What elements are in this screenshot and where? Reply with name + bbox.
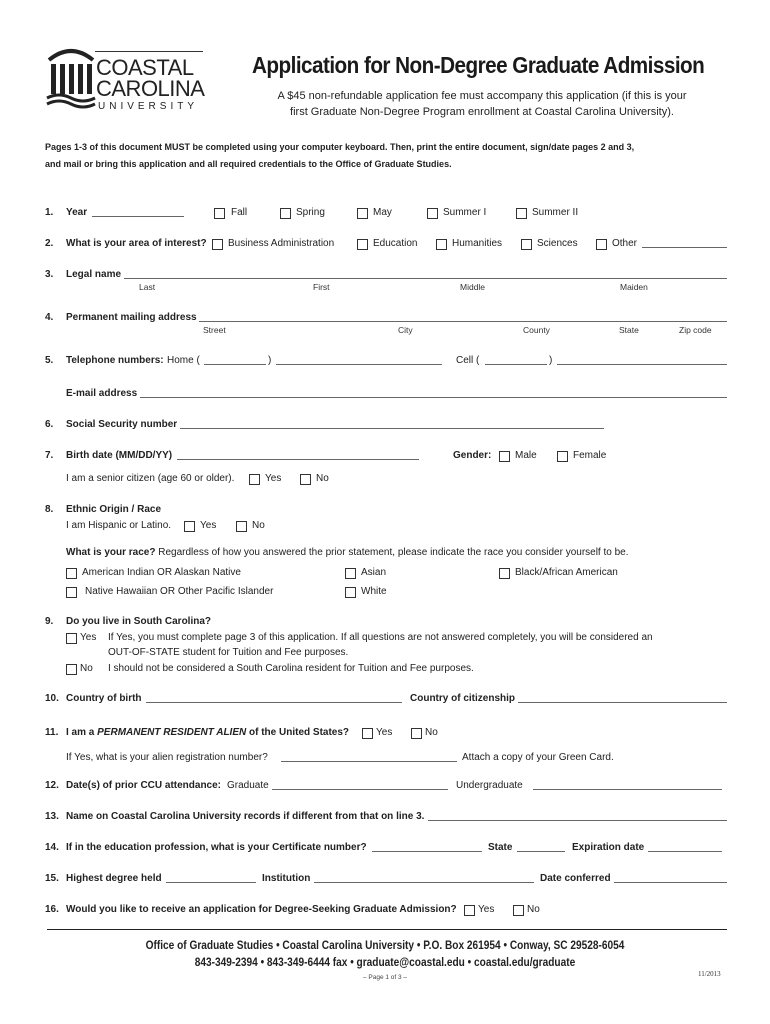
alien-label: If Yes, what is your alien registration number? <box>66 752 268 763</box>
revision-date: 11/2013 <box>698 970 721 978</box>
degree-seeking-no-label: No <box>527 904 540 915</box>
sciences-label: Sciences <box>537 238 578 249</box>
logo-line1: COASTAL <box>96 55 194 80</box>
legal-name-field[interactable] <box>124 278 727 279</box>
cell-area-field[interactable] <box>485 364 547 365</box>
ssn-field[interactable] <box>180 428 604 429</box>
spring-label: Spring <box>296 207 325 218</box>
resident-no-checkbox[interactable] <box>411 728 422 739</box>
other-field[interactable] <box>642 247 727 248</box>
q12-number: 12. <box>45 780 59 791</box>
hispanic-no-label: No <box>252 520 265 531</box>
humanities-checkbox[interactable] <box>436 239 447 250</box>
address-field[interactable] <box>199 321 727 322</box>
q4-label: Permanent mailing address <box>66 312 197 323</box>
senior-yes-label: Yes <box>265 473 282 484</box>
logo-line2: CAROLINA <box>96 76 205 101</box>
q10-label: Country of birth <box>66 693 142 704</box>
home-label: Home ( <box>167 355 200 366</box>
race-hawaiian-label: Native Hawaiian OR Other Pacific Islander <box>85 586 274 597</box>
footer-contact: 843-349-2394 • 843-349-6444 fax • graduate@coastal.edu • coastal.edu/graduate <box>194 957 576 969</box>
resident-no-label: No <box>425 727 438 738</box>
q7-label: Birth date (MM/DD/YY) <box>66 450 173 461</box>
street-label: Street <box>203 325 226 335</box>
institution-label: Institution <box>262 873 311 884</box>
race-black-checkbox[interactable] <box>499 568 510 579</box>
sc-yes-text-1: If Yes, you must complete page 3 of this application. If all questions are not answered completely, you will be considered an <box>108 632 653 643</box>
other-checkbox[interactable] <box>596 239 607 250</box>
last-label: Last <box>139 282 156 292</box>
state-label: State <box>619 325 639 335</box>
humanities-label: Humanities <box>452 238 503 249</box>
maiden-label: Maiden <box>620 282 648 292</box>
page-title: Application for Non-Degree Graduate Admission <box>252 52 705 78</box>
education-checkbox[interactable] <box>357 239 368 250</box>
cell-phone-field[interactable] <box>557 364 727 365</box>
q1-label: Year <box>66 207 88 218</box>
q12-label: Date(s) of prior CCU attendance: <box>66 780 222 791</box>
hispanic-label: I am Hispanic or Latino. <box>66 520 172 531</box>
date-conferred-field[interactable] <box>614 882 727 883</box>
q11-label: I am a PERMANENT RESIDENT ALIEN of the United States? <box>66 727 350 738</box>
q15-number: 15. <box>45 873 59 884</box>
home-paren: ) <box>268 355 272 366</box>
q1-number: 1. <box>45 207 54 218</box>
race-question: What is your race? Regardless of how you answered the prior statement, please indicate the race you consider yourself to be. <box>66 547 629 558</box>
q9-number: 9. <box>45 616 54 627</box>
city-label: City <box>398 325 413 335</box>
sc-yes-checkbox[interactable] <box>66 633 77 644</box>
race-american-indian-label: American Indian OR Alaskan Native <box>82 567 241 578</box>
expiration-field[interactable] <box>648 851 722 852</box>
first-label: First <box>313 282 330 292</box>
race-asian-checkbox[interactable] <box>345 568 356 579</box>
home-area-field[interactable] <box>204 364 266 365</box>
q13-number: 13. <box>45 811 59 822</box>
race-asian-label: Asian <box>361 567 387 578</box>
q15-label: Highest degree held <box>66 873 162 884</box>
male-checkbox[interactable] <box>499 451 510 462</box>
expiration-label: Expiration date <box>572 842 645 853</box>
hispanic-no-checkbox[interactable] <box>236 521 247 532</box>
footer-address: Office of Graduate Studies • Coastal Carolina University • P.O. Box 261954 • Conway, SC 29528-6054 <box>145 940 625 952</box>
q16-number: 16. <box>45 904 59 915</box>
logo-line3: UNIVERSITY <box>98 101 199 112</box>
instructions-line1: Pages 1-3 of this document MUST be completed using your computer keyboard. Then, print the entire document, sign/date pages 2 and 3, <box>45 142 635 152</box>
degree-field[interactable] <box>166 882 256 883</box>
gender-label: Gender: <box>453 450 492 461</box>
sc-no-text: I should not be considered a South Carolina resident for Tuition and Fee purposes. <box>108 663 474 674</box>
birthdate-field[interactable] <box>177 459 419 460</box>
q9-label: Do you live in South Carolina? <box>66 616 212 627</box>
degree-seeking-yes-label: Yes <box>478 904 495 915</box>
summer-1-checkbox[interactable] <box>427 208 438 219</box>
resident-yes-checkbox[interactable] <box>362 728 373 739</box>
q8-label: Ethnic Origin / Race <box>66 504 162 515</box>
business-label: Business Administration <box>228 238 335 249</box>
degree-seeking-no-checkbox[interactable] <box>513 905 524 916</box>
q6-label: Social Security number <box>66 419 178 430</box>
male-label: Male <box>515 450 537 461</box>
race-white-checkbox[interactable] <box>345 587 356 598</box>
graduate-label: Graduate <box>227 780 269 791</box>
may-checkbox[interactable] <box>357 208 368 219</box>
subtitle-line2: first Graduate Non-Degree Program enrollment at Coastal Carolina University). <box>290 106 674 118</box>
zip-label: Zip code <box>679 325 712 335</box>
undergraduate-field[interactable] <box>533 789 722 790</box>
logo-emblem-icon <box>45 46 97 116</box>
degree-seeking-yes-checkbox[interactable] <box>464 905 475 916</box>
q3-number: 3. <box>45 269 54 280</box>
email-field[interactable] <box>140 397 727 398</box>
cell-paren: ) <box>549 355 553 366</box>
citizenship-label: Country of citizenship <box>410 693 515 704</box>
date-conferred-label: Date conferred <box>540 873 611 884</box>
q7-number: 7. <box>45 450 54 461</box>
sciences-checkbox[interactable] <box>521 239 532 250</box>
graduate-field[interactable] <box>272 789 448 790</box>
email-label: E-mail address <box>66 388 138 399</box>
subtitle-line1: A $45 non-refundable application fee must accompany this application (if this is your <box>277 90 687 102</box>
q14-number: 14. <box>45 842 59 853</box>
footer-divider <box>47 929 727 930</box>
citizenship-field[interactable] <box>518 702 727 703</box>
home-phone-field[interactable] <box>276 364 442 365</box>
summer-2-label: Summer II <box>532 207 579 218</box>
q5-label: Telephone numbers: <box>66 355 164 366</box>
q3-label: Legal name <box>66 269 122 280</box>
female-label: Female <box>573 450 607 461</box>
sc-yes-label: Yes <box>80 632 97 643</box>
q5-number: 5. <box>45 355 54 366</box>
race-black-label: Black/African American <box>515 567 618 578</box>
middle-label: Middle <box>460 282 486 292</box>
year-field[interactable] <box>92 216 184 217</box>
sc-no-checkbox[interactable] <box>66 664 77 675</box>
cert-state-field[interactable] <box>517 851 565 852</box>
green-card-label: Attach a copy of your Green Card. <box>462 752 614 763</box>
senior-label: I am a senior citizen (age 60 or older). <box>66 473 235 484</box>
cert-state-label: State <box>488 842 513 853</box>
race-american-indian-checkbox[interactable] <box>66 568 77 579</box>
education-label: Education <box>373 238 418 249</box>
q16-label: Would you like to receive an application for Degree-Seeking Graduate Admission? <box>66 904 457 915</box>
q2-number: 2. <box>45 238 54 249</box>
instructions-line2: and mail or bring this application and all required credentials to the Office of Graduate Studies. <box>45 159 452 169</box>
summer-2-checkbox[interactable] <box>516 208 527 219</box>
q13-label: Name on Coastal Carolina University records if different from that on line 3. <box>66 811 425 822</box>
prior-name-field[interactable] <box>428 820 727 821</box>
race-white-label: White <box>361 586 387 597</box>
alien-number-field[interactable] <box>281 761 457 762</box>
summer-1-label: Summer I <box>443 207 487 218</box>
female-checkbox[interactable] <box>557 451 568 462</box>
country-birth-field[interactable] <box>146 702 402 703</box>
q4-number: 4. <box>45 312 54 323</box>
senior-yes-checkbox[interactable] <box>249 474 260 485</box>
sc-no-label: No <box>80 663 93 674</box>
race-hawaiian-checkbox[interactable] <box>66 587 77 598</box>
undergraduate-label: Undergraduate <box>456 780 523 791</box>
other-label: Other <box>612 238 638 249</box>
hispanic-yes-label: Yes <box>200 520 217 531</box>
spring-checkbox[interactable] <box>280 208 291 219</box>
may-label: May <box>373 207 392 218</box>
fall-label: Fall <box>231 207 248 218</box>
county-label: County <box>523 325 550 335</box>
senior-no-label: No <box>316 473 329 484</box>
q8-number: 8. <box>45 504 54 515</box>
fall-checkbox[interactable] <box>214 208 225 219</box>
q14-label: If in the education profession, what is your Certificate number? <box>66 842 367 853</box>
q11-number: 11. <box>45 727 59 738</box>
q2-label: What is your area of interest? <box>66 238 207 249</box>
institution-field[interactable] <box>314 882 534 883</box>
certificate-field[interactable] <box>372 851 482 852</box>
cell-label: Cell ( <box>456 355 480 366</box>
senior-no-checkbox[interactable] <box>300 474 311 485</box>
resident-yes-label: Yes <box>376 727 393 738</box>
q6-number: 6. <box>45 419 54 430</box>
sc-yes-text-2: OUT-OF-STATE student for Tuition and Fee purposes. <box>108 647 349 658</box>
business-checkbox[interactable] <box>212 239 223 250</box>
q10-number: 10. <box>45 693 59 704</box>
page-number: – Page 1 of 3 – <box>362 974 408 981</box>
hispanic-yes-checkbox[interactable] <box>184 521 195 532</box>
